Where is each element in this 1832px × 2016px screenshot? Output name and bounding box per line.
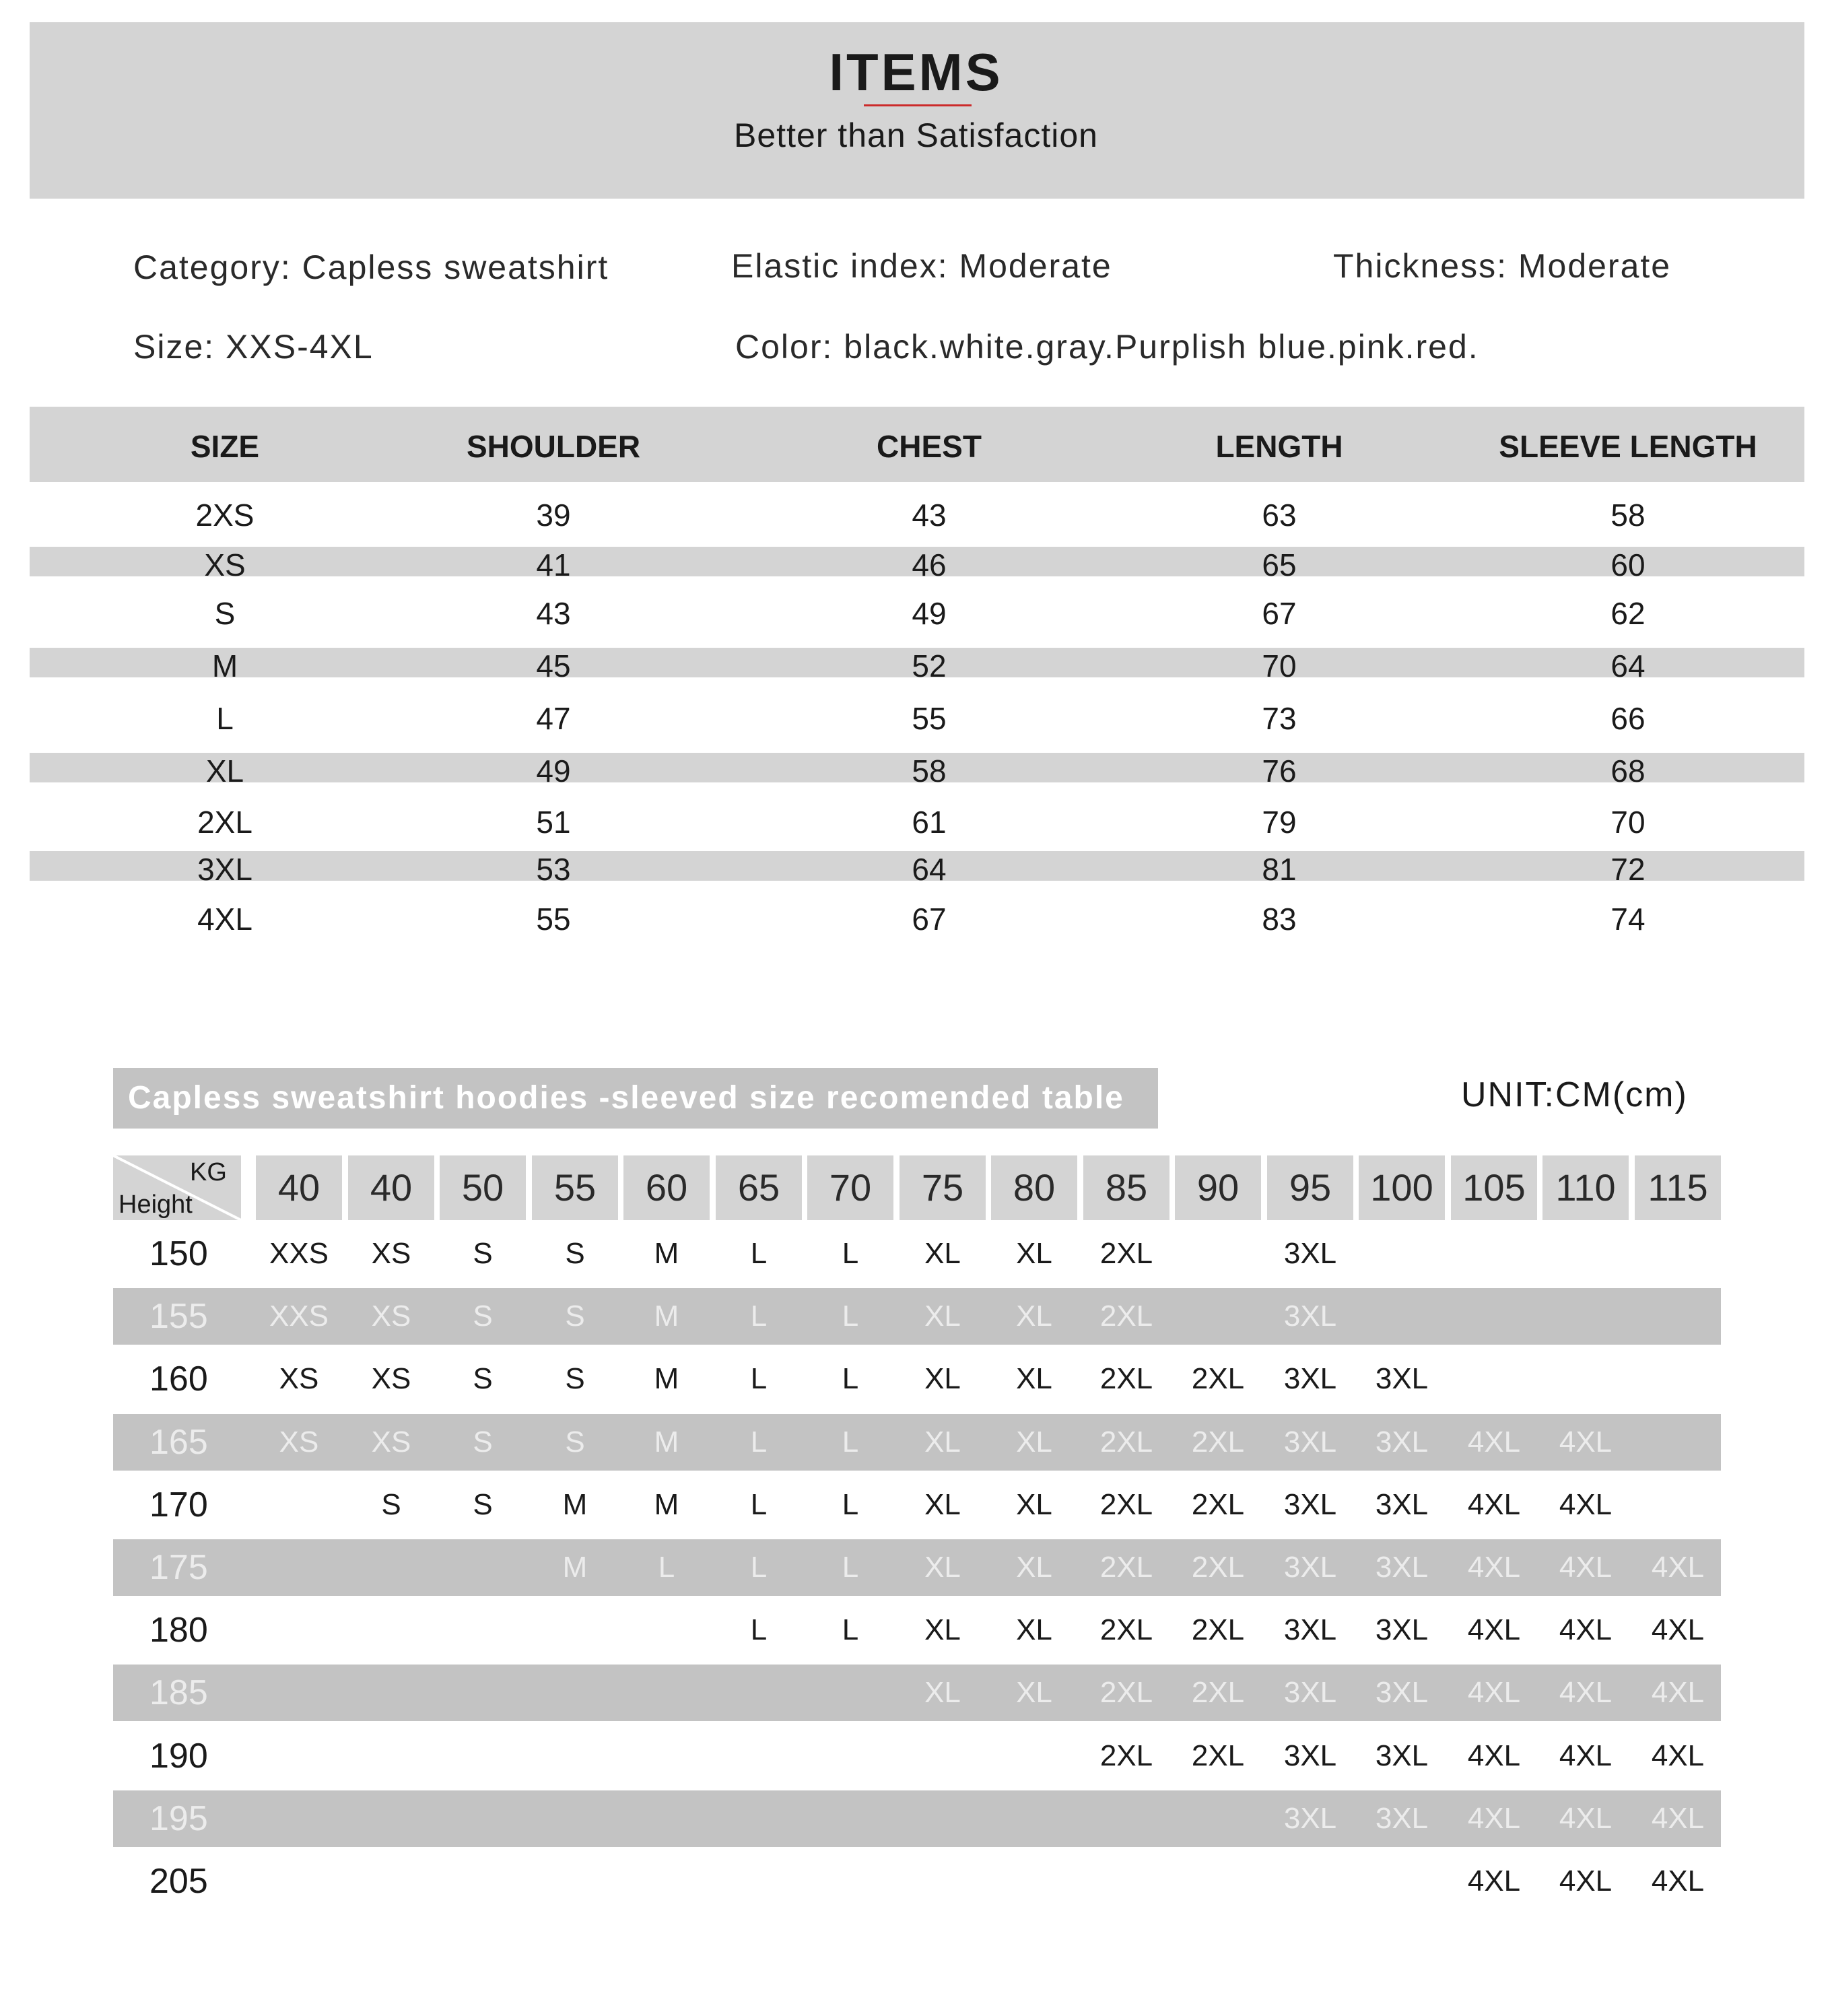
info-size: Size: XXS-4XL	[133, 328, 374, 366]
size-recommend-cell: 3XL	[1283, 1362, 1337, 1395]
weight-header-cell	[256, 1155, 342, 1220]
measurement-value-cell: 41	[536, 547, 571, 582]
size-recommend-cell: S	[473, 1362, 493, 1395]
page-subtitle: Better than Satisfaction	[734, 116, 1098, 154]
measurement-value-cell: 65	[1262, 547, 1297, 582]
measurement-value-cell: 46	[912, 547, 947, 582]
measurement-value-cell: 61	[912, 805, 947, 840]
size-recommend-cell: XL	[924, 1676, 961, 1709]
weight-header-label: 75	[921, 1166, 964, 1209]
measurement-value-cell: 68	[1610, 753, 1646, 788]
size-recommend-cell: S	[565, 1362, 585, 1395]
measurement-value-cell: 52	[912, 648, 947, 683]
measurement-value-cell: 70	[1610, 805, 1646, 840]
measurement-value-cell: 58	[912, 753, 947, 788]
size-recommend-cell: 3XL	[1283, 1802, 1337, 1835]
weight-header-label: 70	[829, 1166, 872, 1209]
weight-header-label: 115	[1648, 1166, 1708, 1209]
size-recommend-cell: S	[565, 1237, 585, 1270]
measurement-value-cell: 63	[1262, 498, 1297, 533]
size-recommend-cell: XL	[1016, 1676, 1052, 1709]
measurement-value-cell: 45	[536, 648, 571, 683]
weight-header-cell	[623, 1155, 710, 1220]
measurement-value-cell: 81	[1262, 852, 1297, 887]
size-recommend-cell: 4XL	[1559, 1551, 1613, 1584]
recommend-title: Capless sweatshirt hoodies -sleeved size recomended table	[128, 1080, 1124, 1116]
size-recommend-cell: 4XL	[1467, 1488, 1521, 1521]
size-recommend-cell: 4XL	[1467, 1425, 1521, 1458]
weight-header-label: 55	[553, 1166, 597, 1209]
measurement-value-cell: 64	[912, 852, 947, 887]
measurement-value-cell: 70	[1262, 648, 1297, 683]
info-elastic: Elastic index: Moderate	[731, 247, 1112, 285]
size-recommend-cell: L	[842, 1362, 859, 1395]
height-label: 165	[149, 1423, 208, 1462]
size-recommend-cell: 3XL	[1375, 1488, 1429, 1521]
height-label: 195	[149, 1799, 208, 1838]
size-recommend-cell: 3XL	[1283, 1237, 1337, 1270]
size-recommend-cell: S	[381, 1488, 401, 1521]
size-recommend-cell: 4XL	[1651, 1551, 1705, 1584]
size-recommend-cell: L	[750, 1613, 768, 1646]
size-recommend-cell: 2XL	[1191, 1739, 1245, 1772]
weight-header-cell	[532, 1155, 618, 1220]
weight-header-cell	[716, 1155, 802, 1220]
measurement-value-cell: 67	[1262, 596, 1297, 631]
size-recommend-cell: L	[750, 1362, 768, 1395]
size-recommend-cell: S	[473, 1425, 493, 1458]
size-recommend-cell: L	[842, 1488, 859, 1521]
measurement-value-cell: 43	[912, 498, 947, 533]
measurement-value-cell: 51	[536, 805, 571, 840]
size-recommend-cell: 3XL	[1283, 1551, 1337, 1584]
weight-header-label: 40	[370, 1166, 413, 1209]
info-color: Color: black.white.gray.Purplish blue.pink.red.	[735, 328, 1479, 366]
size-recommend-cell: L	[750, 1237, 768, 1270]
measurement-value-cell: 67	[912, 902, 947, 937]
size-recommend-cell: 3XL	[1375, 1362, 1429, 1395]
size-recommend-cell: 4XL	[1467, 1802, 1521, 1835]
measurement-size-cell: 4XL	[197, 902, 252, 937]
size-recommend-cell: 4XL	[1559, 1613, 1613, 1646]
size-recommend-cell: L	[842, 1551, 859, 1584]
weight-header-cell	[440, 1155, 526, 1220]
size-recommend-cell: 2XL	[1099, 1425, 1153, 1458]
size-recommend-cell: 4XL	[1651, 1613, 1705, 1646]
size-recommend-cell: S	[473, 1237, 493, 1270]
measurement-value-cell: 76	[1262, 753, 1297, 788]
size-recommend-cell: 2XL	[1191, 1551, 1245, 1584]
size-recommend-cell: S	[565, 1300, 585, 1333]
size-recommend-cell: 4XL	[1559, 1739, 1613, 1772]
size-recommend-cell: XS	[279, 1362, 319, 1395]
title-underline	[864, 104, 972, 106]
measurement-value-cell: 55	[912, 701, 947, 736]
weight-header-cell	[991, 1155, 1077, 1220]
height-label: 150	[149, 1234, 208, 1273]
size-recommend-cell: XS	[371, 1425, 411, 1458]
size-recommend-cell: 2XL	[1099, 1362, 1153, 1395]
measurement-col-header: SLEEVE LENGTH	[1499, 429, 1757, 464]
size-recommend-cell: XL	[1016, 1237, 1052, 1270]
weight-header-cell	[807, 1155, 893, 1220]
measurement-size-cell: 3XL	[197, 852, 252, 887]
size-recommend-cell: XL	[924, 1551, 961, 1584]
size-recommend-cell: 4XL	[1467, 1864, 1521, 1897]
unit-label: UNIT:CM(cm)	[1461, 1075, 1688, 1114]
weight-header-cell	[348, 1155, 434, 1220]
size-recommend-cell: 2XL	[1191, 1488, 1245, 1521]
measurement-value-cell: 43	[536, 596, 571, 631]
weight-header-cell	[1542, 1155, 1629, 1220]
weight-header-cell	[900, 1155, 986, 1220]
size-recommend-cell: 4XL	[1467, 1551, 1521, 1584]
size-recommend-cell: XL	[924, 1488, 961, 1521]
size-recommend-cell: 3XL	[1375, 1613, 1429, 1646]
size-recommend-cell: 4XL	[1559, 1676, 1613, 1709]
measurement-value-cell: 55	[536, 902, 571, 937]
size-recommend-cell: S	[473, 1300, 493, 1333]
measurement-value-cell: 74	[1610, 902, 1646, 937]
height-label: 155	[149, 1297, 208, 1336]
measurement-value-cell: 83	[1262, 902, 1297, 937]
weight-header-label: 110	[1555, 1166, 1616, 1209]
size-recommend-cell: 3XL	[1375, 1551, 1429, 1584]
height-label: 175	[149, 1548, 208, 1587]
size-recommend-cell: M	[562, 1488, 588, 1521]
weight-header-cell	[1359, 1155, 1445, 1220]
measurement-value-cell: 64	[1610, 648, 1646, 683]
size-recommend-cell: L	[658, 1551, 675, 1584]
weight-header-label: 50	[461, 1166, 504, 1209]
size-recommend-cell: L	[750, 1300, 768, 1333]
size-recommend-cell: XS	[371, 1300, 411, 1333]
size-recommend-cell: XL	[1016, 1425, 1052, 1458]
size-recommend-cell: L	[842, 1300, 859, 1333]
measurement-value-cell: 62	[1610, 596, 1646, 631]
measurement-size-cell: 2XL	[197, 805, 252, 840]
size-recommend-cell: 2XL	[1099, 1300, 1153, 1333]
size-recommend-cell: 3XL	[1375, 1425, 1429, 1458]
weight-header-label: 95	[1289, 1166, 1332, 1209]
size-recommend-cell: M	[654, 1237, 679, 1270]
size-recommend-cell: 3XL	[1283, 1488, 1337, 1521]
measurement-value-cell: 47	[536, 701, 571, 736]
size-recommend-cell: M	[654, 1488, 679, 1521]
size-recommend-cell: 4XL	[1467, 1739, 1521, 1772]
size-recommend-cell: 3XL	[1375, 1802, 1429, 1835]
size-recommend-cell: XL	[1016, 1300, 1052, 1333]
size-recommend-cell: XL	[924, 1425, 961, 1458]
size-recommend-cell: 4XL	[1559, 1864, 1613, 1897]
measurement-size-cell: 2XS	[195, 498, 255, 533]
size-recommend-cell: 4XL	[1559, 1488, 1613, 1521]
size-recommend-cell: 3XL	[1283, 1676, 1337, 1709]
size-recommend-cell: L	[750, 1551, 768, 1584]
height-label: 190	[149, 1737, 208, 1776]
size-recommend-cell: XL	[1016, 1613, 1052, 1646]
measurement-value-cell: 39	[536, 498, 571, 533]
size-recommend-cell: M	[654, 1362, 679, 1395]
weight-header-label: 60	[645, 1166, 688, 1209]
measurement-value-cell: 60	[1610, 547, 1646, 582]
size-recommend-cell: 2XL	[1191, 1425, 1245, 1458]
height-label: 185	[149, 1673, 208, 1712]
measurement-value-cell: 53	[536, 852, 571, 887]
size-recommend-cell: XL	[924, 1237, 961, 1270]
measurement-size-cell: L	[216, 701, 234, 736]
size-recommend-cell: 2XL	[1191, 1676, 1245, 1709]
size-recommend-cell: 4XL	[1559, 1802, 1613, 1835]
corner-kg-label: KG	[190, 1158, 227, 1186]
size-recommend-cell: 2XL	[1099, 1488, 1153, 1521]
size-recommend-cell: XL	[924, 1613, 961, 1646]
size-recommend-cell: 3XL	[1283, 1613, 1337, 1646]
measurement-value-cell: 72	[1610, 852, 1646, 887]
weight-header-label: 105	[1462, 1166, 1526, 1209]
weight-header-cell	[1451, 1155, 1537, 1220]
size-recommend-cell: XS	[371, 1362, 411, 1395]
size-recommend-cell: XL	[1016, 1362, 1052, 1395]
size-recommend-cell: XL	[924, 1362, 961, 1395]
weight-header-label: 100	[1370, 1166, 1433, 1209]
size-recommend-cell: 4XL	[1559, 1425, 1613, 1458]
weight-header-cell	[1175, 1155, 1261, 1220]
info-thickness: Thickness: Moderate	[1333, 247, 1672, 285]
size-recommend-cell: 2XL	[1099, 1739, 1153, 1772]
height-label: 160	[149, 1359, 208, 1399]
weight-header-label: 90	[1196, 1166, 1240, 1209]
measurement-value-cell: 58	[1610, 498, 1646, 533]
measurement-size-cell: XS	[204, 547, 246, 582]
size-recommend-cell: 2XL	[1099, 1237, 1153, 1270]
size-recommend-cell: 2XL	[1099, 1551, 1153, 1584]
size-recommend-cell: XL	[1016, 1488, 1052, 1521]
size-recommend-cell: L	[842, 1237, 859, 1270]
size-recommend-cell: S	[565, 1425, 585, 1458]
size-recommend-cell: XXS	[269, 1300, 329, 1333]
size-recommend-cell: 4XL	[1467, 1676, 1521, 1709]
size-recommend-cell: 3XL	[1375, 1676, 1429, 1709]
measurement-value-cell: 73	[1262, 701, 1297, 736]
size-recommend-cell: 2XL	[1191, 1362, 1245, 1395]
size-recommend-cell: 3XL	[1375, 1739, 1429, 1772]
size-recommend-cell: XS	[371, 1237, 411, 1270]
measurement-value-cell: 49	[912, 596, 947, 631]
size-recommend-cell: XL	[1016, 1551, 1052, 1584]
size-recommend-cell: XS	[279, 1425, 319, 1458]
height-label: 205	[149, 1862, 208, 1901]
size-recommend-cell: 4XL	[1467, 1613, 1521, 1646]
size-recommend-cell: 4XL	[1651, 1676, 1705, 1709]
info-category: Category: Capless sweatshirt	[133, 248, 609, 286]
size-recommend-cell: S	[473, 1488, 493, 1521]
weight-header-cell	[1083, 1155, 1169, 1220]
measurement-size-cell: S	[214, 596, 236, 631]
size-recommend-cell: 3XL	[1283, 1300, 1337, 1333]
measurement-col-header: SHOULDER	[466, 429, 641, 464]
size-recommend-cell: 2XL	[1099, 1613, 1153, 1646]
measurement-col-header: LENGTH	[1215, 429, 1343, 464]
measurement-col-header: SIZE	[190, 429, 260, 464]
page-title: ITEMS	[829, 42, 1003, 102]
size-recommend-cell: 4XL	[1651, 1802, 1705, 1835]
size-recommend-cell: M	[654, 1425, 679, 1458]
corner-height-label: Height	[118, 1190, 193, 1219]
size-recommend-cell: XL	[924, 1300, 961, 1333]
height-label: 170	[149, 1485, 208, 1524]
weight-header-label: 85	[1105, 1166, 1148, 1209]
size-recommend-cell: L	[750, 1488, 768, 1521]
size-recommend-cell: 2XL	[1099, 1676, 1153, 1709]
measurement-value-cell: 79	[1262, 805, 1297, 840]
size-recommend-cell: M	[562, 1551, 588, 1584]
weight-header-label: 65	[737, 1166, 780, 1209]
size-recommend-cell: 2XL	[1191, 1613, 1245, 1646]
size-recommend-cell: XXS	[269, 1237, 329, 1270]
size-recommend-cell: M	[654, 1300, 679, 1333]
measurement-size-cell: XL	[205, 753, 244, 788]
size-recommend-cell: 4XL	[1651, 1864, 1705, 1897]
height-label: 180	[149, 1611, 208, 1650]
size-recommend-cell: L	[750, 1425, 768, 1458]
measurement-value-cell: 66	[1610, 701, 1646, 736]
size-recommend-cell: L	[842, 1425, 859, 1458]
size-recommend-cell: 3XL	[1283, 1739, 1337, 1772]
weight-header-label: 40	[277, 1166, 320, 1209]
size-recommend-cell: 3XL	[1283, 1425, 1337, 1458]
weight-header-cell	[1267, 1155, 1353, 1220]
measurement-col-header: CHEST	[877, 429, 982, 464]
measurement-value-cell: 49	[536, 753, 571, 788]
measurement-size-cell: M	[211, 648, 238, 683]
size-recommend-cell: L	[842, 1613, 859, 1646]
size-recommend-cell: 4XL	[1651, 1739, 1705, 1772]
weight-header-label: 80	[1013, 1166, 1056, 1209]
weight-header-cell	[1635, 1155, 1721, 1220]
